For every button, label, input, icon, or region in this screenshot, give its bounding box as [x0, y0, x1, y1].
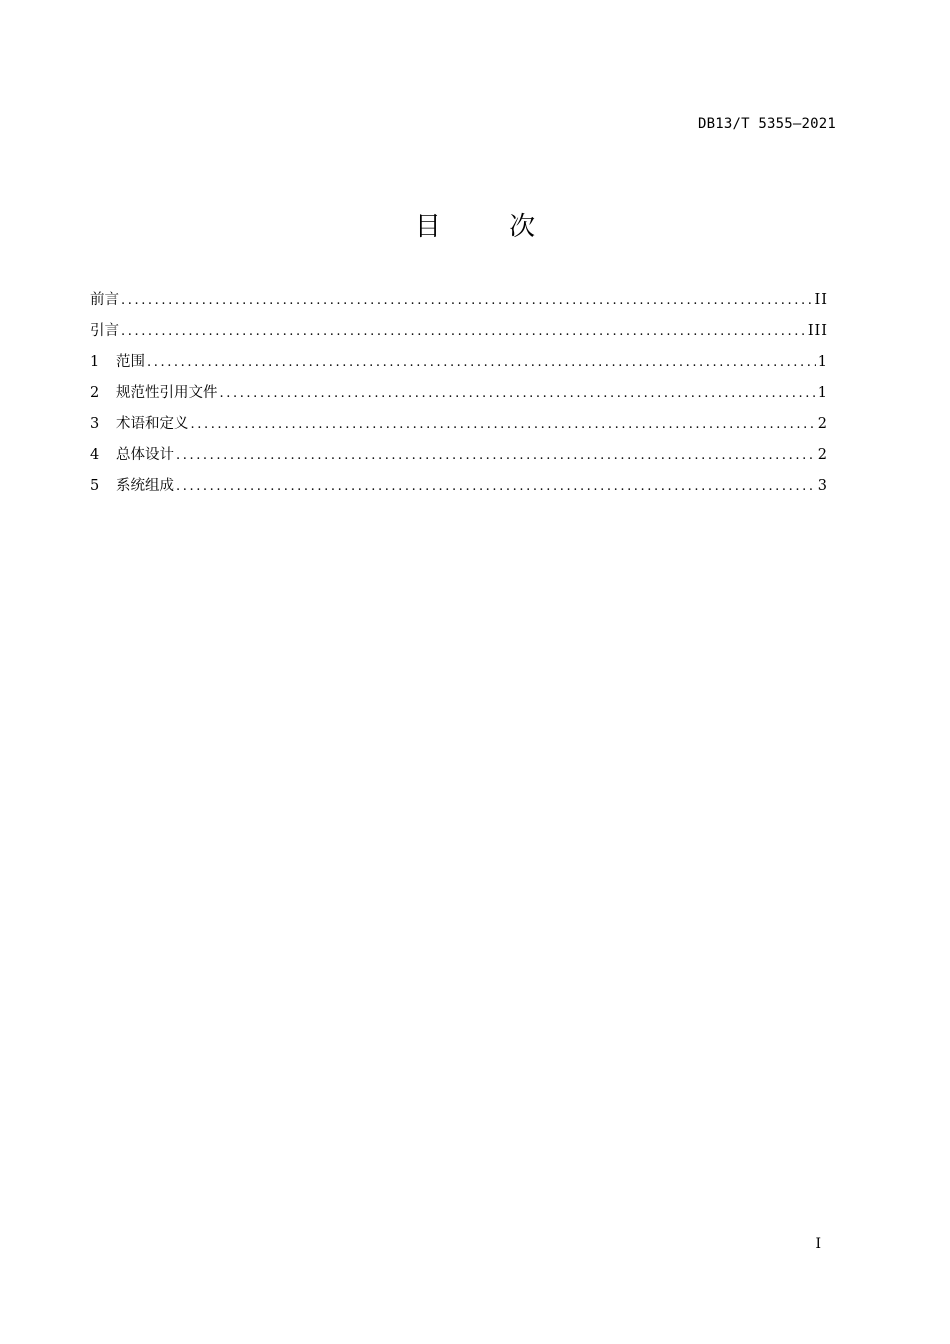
toc-entry-number: 2 — [90, 385, 100, 401]
toc-dot-leader — [121, 293, 813, 308]
page-title: 目 次 — [414, 212, 566, 242]
toc-entry-number: 1 — [90, 354, 100, 370]
toc-entry-number: 3 — [90, 416, 100, 432]
document-code: DB13/T 5355—2021 — [697, 116, 836, 132]
toc-entry-label: 前言 — [90, 292, 119, 308]
toc-entry-page: III — [807, 323, 828, 339]
toc-dot-leader — [191, 417, 816, 432]
toc-entry-page: 3 — [817, 478, 828, 494]
toc-entry-system-composition[interactable] — [90, 474, 828, 505]
toc-dot-leader — [220, 386, 816, 401]
toc-entry-scope[interactable] — [90, 350, 828, 381]
toc-dot-leader — [176, 448, 816, 463]
toc-entry-label: 系统组成 — [116, 478, 174, 494]
toc-entry-label: 引言 — [90, 323, 119, 339]
toc-entry-label: 总体设计 — [116, 447, 174, 463]
toc-entry-number: 4 — [90, 447, 100, 463]
toc-entry-label: 范围 — [116, 354, 145, 370]
toc-entry-label: 规范性引用文件 — [116, 385, 218, 401]
toc-entry-page: 1 — [817, 385, 828, 401]
table-of-contents — [90, 288, 828, 505]
toc-entry-page: 2 — [817, 416, 828, 432]
page-number: I — [815, 1236, 821, 1252]
toc-entry-page: II — [814, 292, 828, 308]
toc-dot-leader — [121, 324, 806, 339]
toc-entry-normative-references[interactable] — [90, 381, 828, 412]
toc-entry-label: 术语和定义 — [116, 416, 189, 432]
toc-dot-leader — [176, 479, 816, 494]
toc-entry-foreword[interactable] — [90, 288, 828, 319]
toc-entry-introduction[interactable] — [90, 319, 828, 350]
toc-dot-leader — [147, 355, 816, 370]
toc-entry-overall-design[interactable] — [90, 443, 828, 474]
toc-entry-page: 1 — [817, 354, 828, 370]
toc-entry-number: 5 — [90, 478, 100, 494]
toc-entry-terms-definitions[interactable] — [90, 412, 828, 443]
toc-entry-page: 2 — [817, 447, 828, 463]
